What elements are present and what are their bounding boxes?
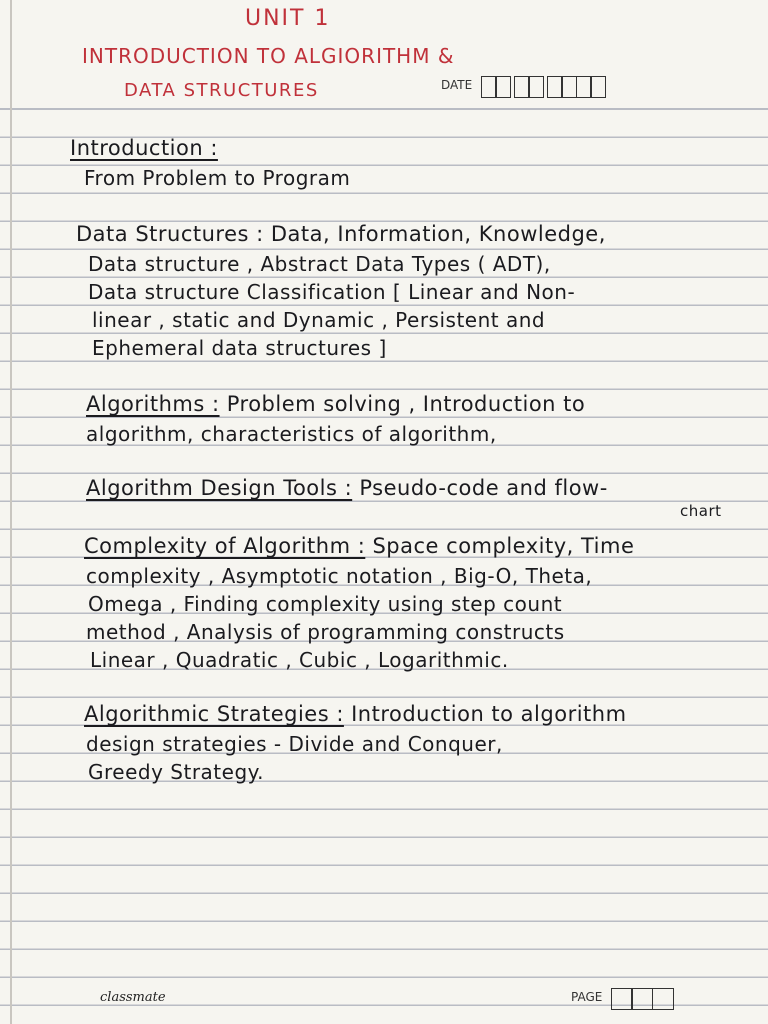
section-line: method , Analysis of programming constructs bbox=[86, 620, 565, 644]
section-heading-algorithms: Algorithms : bbox=[86, 392, 220, 416]
date-boxes bbox=[482, 76, 606, 98]
section-line-algorithms bbox=[86, 392, 585, 416]
section-line: linear , static and Dynamic , Persistent and bbox=[92, 308, 546, 332]
section-heading-rest: Space complexity, Time bbox=[365, 534, 635, 558]
section-line: Linear , Quadratic , Cubic , Logarithmic. bbox=[90, 648, 509, 672]
section-line: complexity , Asymptotic notation , Big-O, Theta, bbox=[86, 564, 593, 588]
section-heading-strategies: Algorithmic Strategies : bbox=[84, 702, 344, 726]
date-label: DATE bbox=[441, 78, 473, 92]
section-heading-rest: Introduction to algorithm bbox=[343, 702, 627, 726]
section-heading-complexity: Complexity of Algorithm : bbox=[84, 534, 366, 558]
page-label: PAGE bbox=[571, 990, 603, 1004]
page-boxes bbox=[612, 988, 674, 1010]
unit-subtitle-line1: INTRODUCTION TO ALGIORITHM & bbox=[82, 44, 455, 68]
section-line: Ephemeral data structures ] bbox=[92, 336, 387, 360]
section-line: algorithm, characteristics of algorithm, bbox=[86, 422, 497, 446]
section-heading-rest: Problem solving , Introduction to bbox=[219, 392, 586, 416]
brand-logo: classmate bbox=[100, 990, 166, 1005]
section-heading-rest: Pseudo-code and flow- bbox=[352, 476, 608, 500]
section-line: Greedy Strategy. bbox=[88, 760, 264, 784]
section-line-data-structures bbox=[76, 222, 606, 246]
margin-line bbox=[10, 0, 12, 1024]
section-heading-data-structures: Data Structures : bbox=[76, 222, 264, 246]
section-line: From Problem to Program bbox=[84, 166, 351, 190]
section-heading-introduction: Introduction : bbox=[70, 136, 218, 160]
unit-title: UNIT 1 bbox=[245, 6, 331, 31]
section-line-strategies bbox=[84, 702, 627, 726]
section-heading-design-tools: Algorithm Design Tools : bbox=[86, 476, 353, 500]
section-line-complexity bbox=[84, 534, 634, 558]
section-heading-rest: Data, Information, Knowledge, bbox=[263, 222, 606, 246]
section-line: design strategies - Divide and Conquer, bbox=[86, 732, 503, 756]
section-line-design-tools bbox=[86, 476, 608, 500]
header-rule bbox=[0, 108, 768, 110]
section-line: chart bbox=[680, 502, 722, 520]
section-line: Omega , Finding complexity using step count bbox=[88, 592, 563, 616]
section-line: Data structure , Abstract Data Types ( ADT), bbox=[88, 252, 551, 276]
section-line: Data structure Classification [ Linear and Non- bbox=[88, 280, 576, 304]
unit-subtitle-line2: DATA STRUCTURES bbox=[124, 80, 319, 101]
